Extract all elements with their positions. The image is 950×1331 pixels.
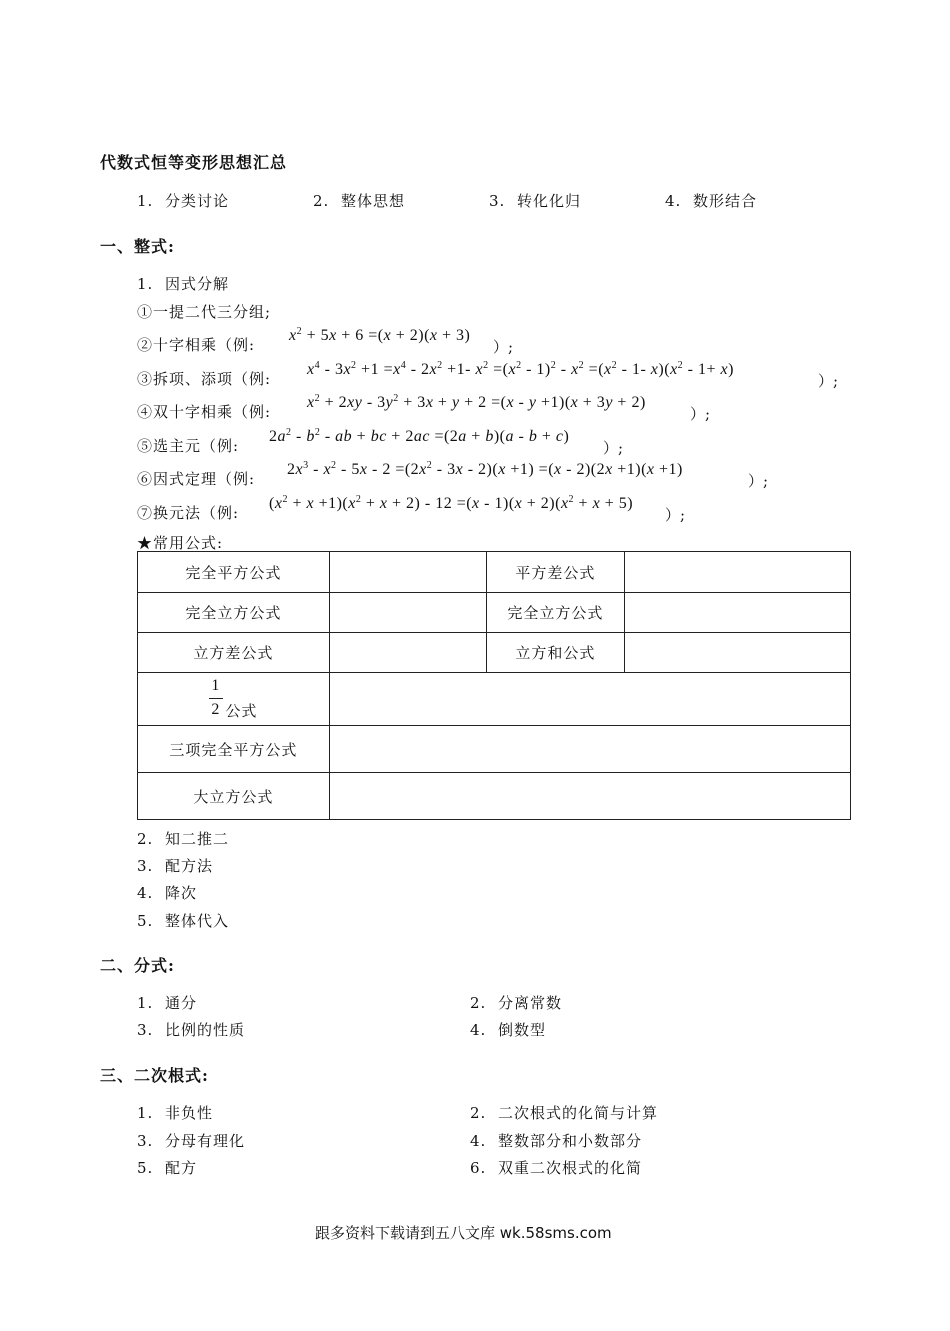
item-label: 降次 [165,884,198,902]
table-cell-blank [329,773,850,820]
list-item [137,1157,197,1178]
formula: $x^4 - 3x^2 +1 =x^4 - 2x^2 +1-$ $x^2 =(x^2 - 1)^2 - x^2 =(x^2 - 1-$ $x)(x^2 - 1+ x)$ [307,360,734,378]
idea-item [489,190,581,211]
item-label: 知二推二 [165,830,230,848]
item-number: 3. [137,857,154,875]
section-heading: 三、二次根式: [100,1066,209,1085]
formula: $x^2 + 2xy - 3y^2 + 3x + y + 2 =(x - y +1)(x + 3y + 2)$ [307,393,646,411]
method-end: ）; [603,439,624,457]
table-cell-label: 完全立方公式 [138,593,330,633]
idea-item [665,190,757,211]
formula: $2a^2 - b^2$ - ab + bc + 2ac =(2a + b)(a - b + c) [269,427,570,445]
list-item [470,1102,658,1123]
table-row [138,552,851,593]
table-row [138,673,851,726]
table-cell-label: 立方差公式 [138,633,330,673]
item-label: 双重二次根式的化简 [498,1159,643,1177]
table-cell-label [138,673,330,726]
item-number: 4. [470,1021,487,1039]
idea-item [137,190,229,211]
idea-item [313,190,405,211]
item-label: 分离常数 [498,994,563,1012]
item-number: 5. [137,912,154,930]
item-number: 1. [137,994,154,1012]
table-cell-label: 立方和公式 [486,633,625,673]
item-number: 2. [470,994,487,1012]
item-number: 6. [470,1159,487,1177]
list-item [470,1130,642,1151]
list-item [137,910,229,931]
list-item [470,992,562,1013]
item-label: 配方 [165,1159,198,1177]
list-item [137,1102,213,1123]
item-number: 3. [137,1021,154,1039]
list-item [137,882,197,903]
item-label: 二次根式的化简与计算 [498,1104,659,1122]
item-label: 配方法 [165,857,214,875]
item-label: 因式分解 [165,275,230,293]
idea-number: 3. [489,192,506,210]
method-end: ）; [493,338,514,356]
formula: $2x^3 - x^2 - 5x - 2 =(2x^2 - 3x - 2)(x +1) =(x - 2)(2x +1)(x +1)$ [287,460,683,478]
footer-text: 跟多资料下载请到五八文库 wk.58sms.com [315,1224,612,1242]
table-cell-blank [329,673,850,726]
list-item [470,1019,546,1040]
fraction-numerator: 1 [211,677,221,694]
idea-label: 分类讨论 [165,192,230,210]
table-row [138,633,851,673]
item-number: 4. [137,884,154,902]
method-end: ）; [690,405,711,423]
item-label: 比例的性质 [165,1021,246,1039]
idea-number: 2. [313,192,330,210]
list-item [137,992,197,1013]
fraction-bar [209,698,223,699]
table-cell-label: 平方差公式 [486,552,625,593]
formula-table [137,551,851,820]
item-label: 整数部分和小数部分 [498,1132,643,1150]
idea-number: 4. [665,192,682,210]
method-item: ⑤选主元（例: [137,437,240,455]
method-end: ）; [818,372,839,390]
item-number: 5. [137,1159,154,1177]
table-row [138,726,851,773]
item-number: 4. [470,1132,487,1150]
method-item: ④双十字相乘（例: [137,403,272,421]
item-label: 倒数型 [498,1021,547,1039]
method-item: ③拆项、添项（例: [137,370,272,388]
item-number: 1. [137,275,154,293]
method-end: ）; [748,472,769,490]
item-label: 整体代入 [165,912,230,930]
idea-label: 转化化归 [517,192,582,210]
table-cell-blank [625,593,851,633]
idea-label: 数形结合 [693,192,758,210]
method-item: ⑦换元法（例: [137,504,240,522]
fraction-denominator: 2 [211,701,221,718]
item-label: 通分 [165,994,198,1012]
section-heading: 二、分式: [100,956,175,975]
common-formulas-title: ★常用公式: [137,534,224,552]
item-label: 分母有理化 [165,1132,246,1150]
table-cell-blank [329,552,486,593]
table-row [138,593,851,633]
formula: $x^2 + 5x + 6 =(x + 2)(x + 3)$ [289,326,471,344]
half-fraction [209,677,225,721]
list-item [470,1157,642,1178]
method-item: ⑥因式定理（例: [137,470,256,488]
table-cell-blank [329,593,486,633]
idea-label: 整体思想 [341,192,406,210]
list-item [137,855,213,876]
table-cell-blank [625,552,851,593]
list-item [137,828,229,849]
item-number: 2. [137,830,154,848]
method-end: ）; [665,506,686,524]
half-formula-label: 公式 [225,702,258,720]
section-heading: 一、整式: [100,237,175,256]
table-cell-label: 完全立方公式 [486,593,625,633]
table-cell-blank [625,633,851,673]
page-title: 代数式恒等变形思想汇总 [100,153,288,172]
item-label: 非负性 [165,1104,214,1122]
table-cell-blank [329,633,486,673]
list-item [137,1019,245,1040]
idea-number: 1. [137,192,154,210]
method-item: ①一提二代三分组; [137,303,272,321]
table-row [138,773,851,820]
table-cell-label: 三项完全平方公式 [138,726,330,773]
method-item: ②十字相乘（例: [137,336,256,354]
item-number: 2. [470,1104,487,1122]
table-cell-label: 大立方公式 [138,773,330,820]
item-number: 1. [137,1104,154,1122]
item-number: 3. [137,1132,154,1150]
subsection-item [137,273,229,294]
formula: $(x^2 + x +1)(x^2 + x + 2) - 12 =(x - 1)(x + 2)(x^2 + x + 5)$ [269,494,634,512]
list-item [137,1130,245,1151]
table-cell-blank [329,726,850,773]
table-cell-label: 完全平方公式 [138,552,330,593]
